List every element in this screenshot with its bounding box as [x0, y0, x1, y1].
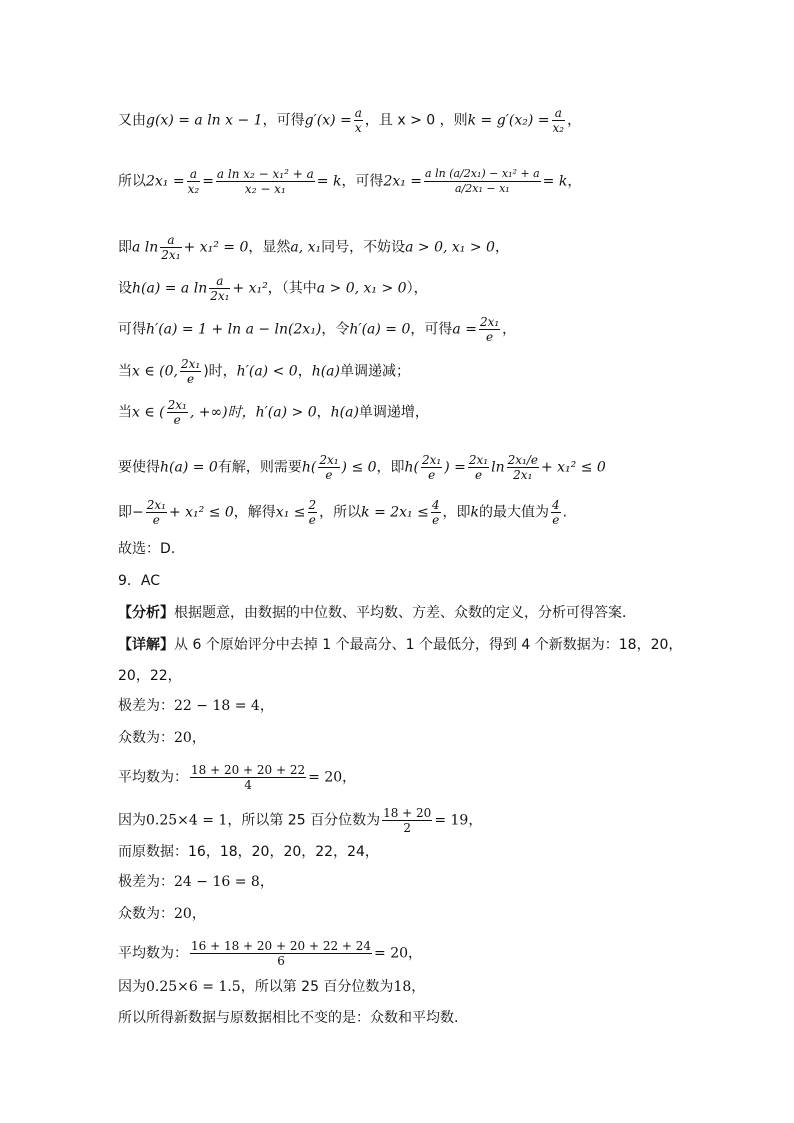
text: ，即 — [442, 504, 471, 521]
line-22 — [118, 939, 422, 968]
text: ， — [494, 239, 509, 256]
text: ，可得 — [410, 321, 453, 338]
formula: 22 − 18 = 4 — [174, 698, 260, 714]
text: 因为 — [118, 812, 146, 829]
numerator: a ln (a/2x₁) − x₁² + a — [425, 167, 540, 180]
numerator: 2x₁ — [422, 453, 442, 467]
numerator: a ln x₂ − x₁² + a — [216, 167, 314, 181]
text: 极差为： — [118, 874, 174, 890]
fraction — [552, 106, 566, 135]
line-20 — [118, 873, 274, 891]
numerator: a — [209, 274, 230, 289]
formula: + x₁² = 0 — [183, 239, 249, 256]
fraction — [479, 315, 500, 344]
line-24 — [118, 1009, 458, 1027]
line-4 — [118, 274, 428, 303]
text: ， — [567, 112, 582, 129]
line-15 — [118, 697, 274, 715]
text: ，（其中 — [267, 280, 317, 297]
line-1 — [118, 106, 581, 135]
numerator: 2x₁ — [468, 453, 489, 467]
text: ，所以第 25 百分位数为 — [227, 812, 381, 829]
denominator: e — [552, 513, 560, 527]
formula: + x₁² — [232, 280, 268, 297]
numerator: 18 + 20 + 20 + 22 — [191, 763, 306, 777]
denominator: x₂ − x₁ — [244, 182, 286, 196]
numerator: 18 + 20 — [383, 806, 432, 820]
numerator: 2x₁ — [146, 498, 166, 512]
line-12 — [118, 604, 636, 622]
numerator: a — [552, 106, 566, 121]
numerator: a — [160, 233, 181, 248]
formula: g(x) = a ln x − 1 — [146, 112, 263, 129]
text: 设 — [118, 280, 132, 297]
numerator: 16 + 18 + 20 + 20 + 22 + 24 — [191, 939, 372, 953]
fraction — [318, 453, 339, 482]
numerator: a — [354, 106, 362, 120]
denominator: e — [485, 330, 494, 344]
text: 当 — [118, 404, 132, 421]
line-23 — [118, 978, 425, 996]
formula: h′(a) = 0 — [349, 321, 411, 338]
text: 要使得 — [118, 459, 160, 476]
formula: h(a) = 0 — [160, 459, 218, 476]
text: ， — [191, 906, 206, 922]
formula: a ln — [132, 239, 159, 256]
formula: h( — [301, 459, 317, 476]
text: ， — [191, 730, 206, 746]
text: 单调递减； — [339, 363, 410, 380]
text: ，令 — [321, 321, 350, 338]
formula: k — [470, 504, 479, 521]
text: ， — [468, 812, 483, 829]
fraction — [507, 453, 539, 482]
question-number: 9．AC — [118, 573, 161, 589]
formula: = 20 — [374, 945, 409, 962]
line-10 — [118, 540, 175, 558]
formula: k = g′(x₂) = — [467, 112, 550, 129]
formula: − — [132, 504, 144, 521]
numerator: 2x₁ — [180, 357, 201, 371]
formula: h(a) = a ln — [132, 280, 208, 297]
line-13 — [118, 636, 682, 654]
fraction — [146, 498, 167, 527]
text: 众数为： — [118, 730, 174, 746]
text: 同号，不妨设 — [321, 239, 406, 256]
text: ， — [297, 363, 312, 380]
formula: ) ≤ 0 — [341, 459, 377, 476]
denominator: x₂ — [552, 121, 565, 135]
line-14 — [118, 667, 182, 685]
denominator: 2x₁ — [513, 468, 533, 482]
text: 20，22， — [118, 668, 182, 684]
formula: a > 0, x₁ > 0 — [316, 280, 407, 297]
numerator: 2x₁ — [479, 315, 500, 329]
line-8 — [118, 453, 606, 482]
formula: = 20 — [308, 769, 343, 786]
denominator: e — [308, 513, 316, 527]
text: ）， — [406, 280, 428, 297]
text: 平均数为： — [118, 769, 188, 786]
text: 从 6 个原始评分中去掉 1 个最高分、1 个最低分，得到 4 个新数据为：18，20， — [174, 637, 683, 653]
fraction — [180, 357, 201, 386]
text: 众数为： — [118, 906, 174, 922]
line-9 — [118, 498, 567, 527]
text: ，显然 — [248, 239, 291, 256]
denominator: a/2x₁ − x₁ — [455, 182, 510, 195]
section-tag: 【详解】 — [118, 637, 174, 653]
numerator: 2x₁/e — [507, 453, 538, 467]
denominator: 2x₁ — [161, 248, 181, 262]
text: . — [562, 504, 568, 521]
denominator: 6 — [277, 954, 285, 968]
line-5 — [118, 315, 516, 344]
formula: 18 — [393, 979, 412, 995]
numerator: 2 — [308, 498, 317, 512]
text: )时， — [203, 363, 237, 380]
numerator: 4 — [431, 498, 440, 512]
text: 当 — [118, 363, 132, 380]
line-3 — [118, 233, 509, 262]
text: 因为 — [118, 979, 146, 995]
denominator: e — [173, 413, 181, 427]
text: ， — [567, 173, 582, 190]
text: ，且 x > 0 ，则 — [364, 112, 468, 129]
text: ， — [502, 321, 517, 338]
text: ， — [259, 698, 274, 714]
line-11 — [118, 572, 160, 590]
fraction — [424, 167, 541, 196]
denominator: 2 — [403, 821, 412, 835]
formula: k = 2x₁ ≤ — [361, 504, 429, 521]
fraction — [216, 167, 315, 196]
text: ， — [259, 874, 274, 890]
fraction — [187, 167, 201, 196]
text: ，即 — [376, 459, 405, 476]
line-6 — [118, 357, 410, 386]
formula: x ∈ ( — [132, 404, 165, 421]
formula: a = — [452, 321, 477, 338]
formula: x ∈ (0, — [132, 363, 178, 380]
formula: 0.25×6 = 1.5 — [146, 979, 241, 995]
line-18 — [118, 806, 482, 835]
numerator: 2x₁ — [319, 453, 339, 467]
formula: 2x₁ = — [146, 173, 185, 190]
denominator: e — [325, 468, 333, 482]
denominator: x — [354, 121, 362, 135]
line-17 — [118, 763, 356, 792]
text: 极差为： — [118, 698, 174, 714]
text: 即 — [118, 504, 132, 521]
formula: 20 — [174, 906, 192, 922]
formula: h′(a) > 0 — [255, 404, 317, 421]
fraction — [190, 763, 306, 792]
denominator: 2x₁ — [210, 289, 230, 303]
formula: a, x₁ — [290, 239, 322, 256]
denominator: 4 — [244, 778, 252, 792]
denominator: e — [474, 468, 483, 482]
text: 有解，则需要 — [217, 459, 302, 476]
formula: g′(x) = — [304, 112, 352, 129]
text: ， — [342, 769, 357, 786]
formula: h′(a) = 1 + ln a − ln(2x₁) — [146, 321, 322, 338]
line-19 — [118, 843, 379, 861]
answer-text: 故选：D. — [118, 541, 176, 557]
text: ，解得 — [233, 504, 276, 521]
fraction — [190, 939, 372, 968]
line-16 — [118, 729, 206, 747]
fraction — [354, 106, 363, 135]
fraction — [167, 398, 188, 427]
text: 而原数据： — [118, 844, 188, 860]
numerator: 4 — [551, 498, 560, 512]
fraction — [160, 233, 181, 262]
text: 单调递增， — [358, 404, 429, 421]
denominator: e — [428, 468, 436, 482]
formula: ) = — [444, 459, 466, 476]
text: 又由 — [118, 112, 146, 129]
text: ， — [411, 979, 426, 995]
formula: ln — [491, 459, 505, 476]
line-21 — [118, 905, 206, 923]
numerator: 2x₁ — [167, 398, 187, 412]
formula: a > 0, x₁ > 0 — [405, 239, 495, 256]
line-7 — [118, 398, 429, 427]
line-2 — [118, 167, 581, 196]
text: ，所以 — [319, 504, 362, 521]
formula: = k — [316, 173, 342, 190]
formula: 2x₁ = — [383, 173, 423, 190]
formula: + x₁² ≤ 0 — [168, 504, 234, 521]
formula: 0.25×4 = 1 — [146, 812, 228, 829]
text: 16，18，20，20，22，24， — [188, 844, 379, 860]
fraction — [382, 806, 432, 835]
formula: 20 — [174, 730, 192, 746]
text: 平均数为： — [118, 945, 188, 962]
text: ，可得 — [341, 173, 384, 190]
formula: h′(a) < 0 — [236, 363, 298, 380]
fraction — [468, 453, 489, 482]
formula: 24 − 16 = 8 — [174, 874, 260, 890]
formula: x₁ ≤ — [275, 504, 306, 521]
text: 可得 — [118, 321, 146, 338]
formula: h(a) — [330, 404, 359, 421]
numerator: a — [187, 167, 201, 182]
denominator: e — [187, 372, 195, 386]
fraction — [551, 498, 561, 527]
text: ，可得 — [262, 112, 305, 129]
text: 即 — [118, 239, 132, 256]
text: 所以 — [118, 173, 146, 190]
denominator: e — [432, 513, 440, 527]
fraction — [308, 498, 318, 527]
fraction — [431, 498, 441, 527]
formula: , +∞)时， — [189, 404, 256, 421]
denominator: x₂ — [187, 182, 200, 196]
text: ， — [316, 404, 331, 421]
formula: = k — [542, 173, 568, 190]
fraction — [421, 453, 442, 482]
formula: h( — [404, 459, 420, 476]
formula: h(a) — [311, 363, 340, 380]
denominator: e — [152, 513, 160, 527]
formula: = 19 — [434, 812, 469, 829]
text: ， — [408, 945, 423, 962]
conclusion-text: 所以所得新数据与原数据相比不变的是：众数和平均数. — [118, 1010, 459, 1026]
text: 根据题意，由数据的中位数、平均数、方差、众数的定义，分析可得答案． — [174, 605, 636, 621]
text: ，所以第 25 百分位数为 — [240, 979, 394, 995]
formula: = — [202, 173, 214, 190]
formula: + x₁² ≤ 0 — [540, 459, 606, 476]
fraction — [209, 274, 230, 303]
section-tag: 【分析】 — [118, 605, 174, 621]
text: 的最大值为 — [478, 504, 549, 521]
